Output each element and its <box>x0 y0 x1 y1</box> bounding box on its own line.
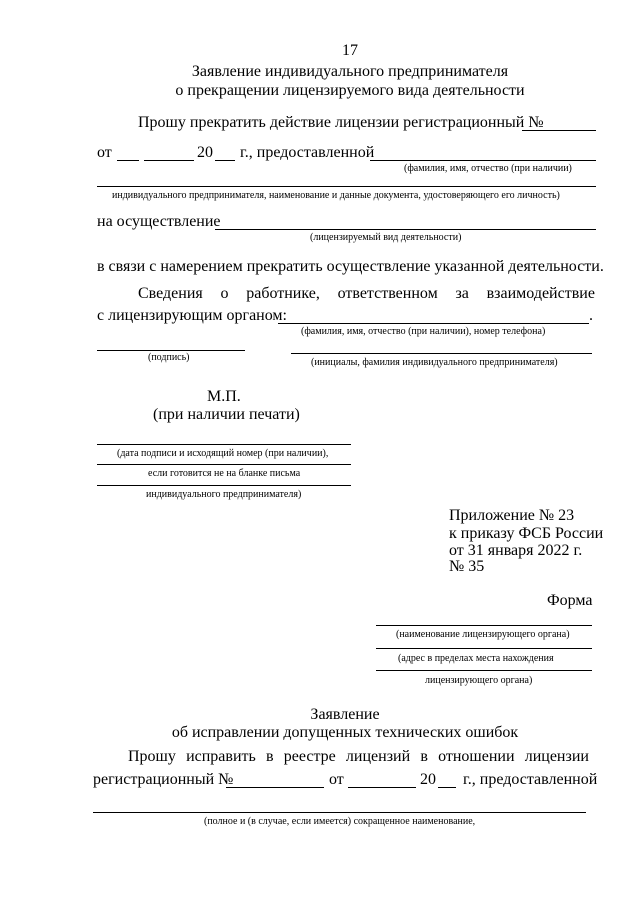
for-activity-label: на осуществление <box>97 213 221 230</box>
year-prefix: 20 <box>197 144 213 161</box>
appendix-line1: Приложение № 23 <box>449 507 575 524</box>
request-word: реестре <box>283 748 336 765</box>
address-hint1: (адрес в пределах места нахождения <box>398 653 554 664</box>
address-hint2: лицензирующего органа) <box>425 675 533 686</box>
year-field-2[interactable] <box>438 787 456 788</box>
contact-word: за <box>455 285 469 302</box>
from-label: от <box>97 144 112 161</box>
day-field[interactable] <box>117 160 139 161</box>
date-field-2[interactable] <box>348 787 416 788</box>
month-field[interactable] <box>144 160 194 161</box>
contact-word: о <box>220 285 229 302</box>
request-word: лицензий <box>345 748 411 765</box>
contact-line2: с лицензирующим органом: <box>97 307 287 324</box>
appendix-line4: № 35 <box>449 558 485 575</box>
license-number-field[interactable] <box>522 130 596 131</box>
divider-line <box>97 464 351 465</box>
entrepreneur-name-field[interactable] <box>370 160 596 161</box>
date-number-field[interactable] <box>97 444 351 445</box>
reg-number-field[interactable] <box>226 787 324 788</box>
activity-field[interactable] <box>215 229 596 230</box>
date-hint1: (дата подписи и исходящий номер (при наличии), <box>117 448 329 459</box>
issued-label-2: г., предоставленной <box>463 771 598 788</box>
title1-line2: о прекращении лицензируемого вида деятельности <box>175 82 525 99</box>
divider-line <box>97 485 351 486</box>
authority-name-field[interactable] <box>376 625 592 626</box>
year-prefix-2: 20 <box>420 771 436 788</box>
initials-hint: (инициалы, фамилия индивидуального предпринимателя) <box>311 357 558 368</box>
form-label: Форма <box>547 592 593 609</box>
authority-hint: (наименование лицензирующего органа) <box>396 629 570 640</box>
year-field[interactable] <box>215 160 235 161</box>
request-word: исправить <box>186 748 256 765</box>
authority-address-field[interactable] <box>376 648 592 649</box>
reg-no-label: регистрационный № <box>93 771 234 788</box>
organization-name-field[interactable] <box>93 812 586 813</box>
contact-word: работнике, <box>246 285 320 302</box>
signature-field[interactable] <box>97 350 245 351</box>
stamp-label: М.П. <box>207 388 241 405</box>
entrepreneur-hint: индивидуального предпринимателя, наименование и данные документа, удостоверяющего его личность) <box>112 190 560 201</box>
contact-word: Сведения <box>138 285 203 302</box>
activity-hint: (лицензируемый вид деятельности) <box>310 232 462 243</box>
contact-word: взаимодействие <box>486 285 595 302</box>
date-hint3: индивидуального предпринимателя) <box>146 489 302 500</box>
initials-field[interactable] <box>291 353 592 354</box>
appendix-line3: от 31 января 2022 г. <box>449 542 583 559</box>
request-word: лицензии <box>524 748 589 765</box>
entrepreneur-details-field[interactable] <box>97 186 596 187</box>
from-label-2: от <box>329 771 344 788</box>
signature-hint: (подпись) <box>148 352 190 363</box>
name-hint: (полное и (в случае, если имеется) сокращенное наименование, <box>204 816 476 827</box>
issued-label: г., предоставленной <box>240 144 375 161</box>
page-number: 17 <box>342 42 358 59</box>
authority-address-field-2[interactable] <box>376 670 592 671</box>
request-word: в <box>265 748 274 765</box>
fio-hint: (фамилия, имя, отчество (при наличии) <box>404 163 572 174</box>
request-text: Прошу прекратить действие лицензии регистрационный № <box>138 114 544 131</box>
request-word: в <box>420 748 428 765</box>
contact-end: . <box>589 307 593 324</box>
contact-word: ответственном <box>337 285 438 302</box>
request-word: Прошу <box>128 748 176 765</box>
request-word: отношении <box>438 748 515 765</box>
title2-line1: Заявление <box>310 706 380 723</box>
contact-line1 <box>138 286 595 302</box>
appendix-line2: к приказу ФСБ России <box>449 525 604 542</box>
title2-line2: об исправлении допущенных технических ошибок <box>171 724 519 741</box>
intent-text: в связи с намерением прекратить осуществление указанной деятельности. <box>97 258 604 275</box>
title1-line1: Заявление индивидуального предпринимателя <box>191 63 509 80</box>
contact-hint: (фамилия, имя, отчество (при наличии), номер телефона) <box>301 326 546 337</box>
request2-line1 <box>128 749 589 765</box>
stamp-note: (при наличии печати) <box>153 406 300 423</box>
date-hint2: если готовится не на бланке письма <box>148 468 301 479</box>
contact-person-field[interactable] <box>278 323 589 324</box>
